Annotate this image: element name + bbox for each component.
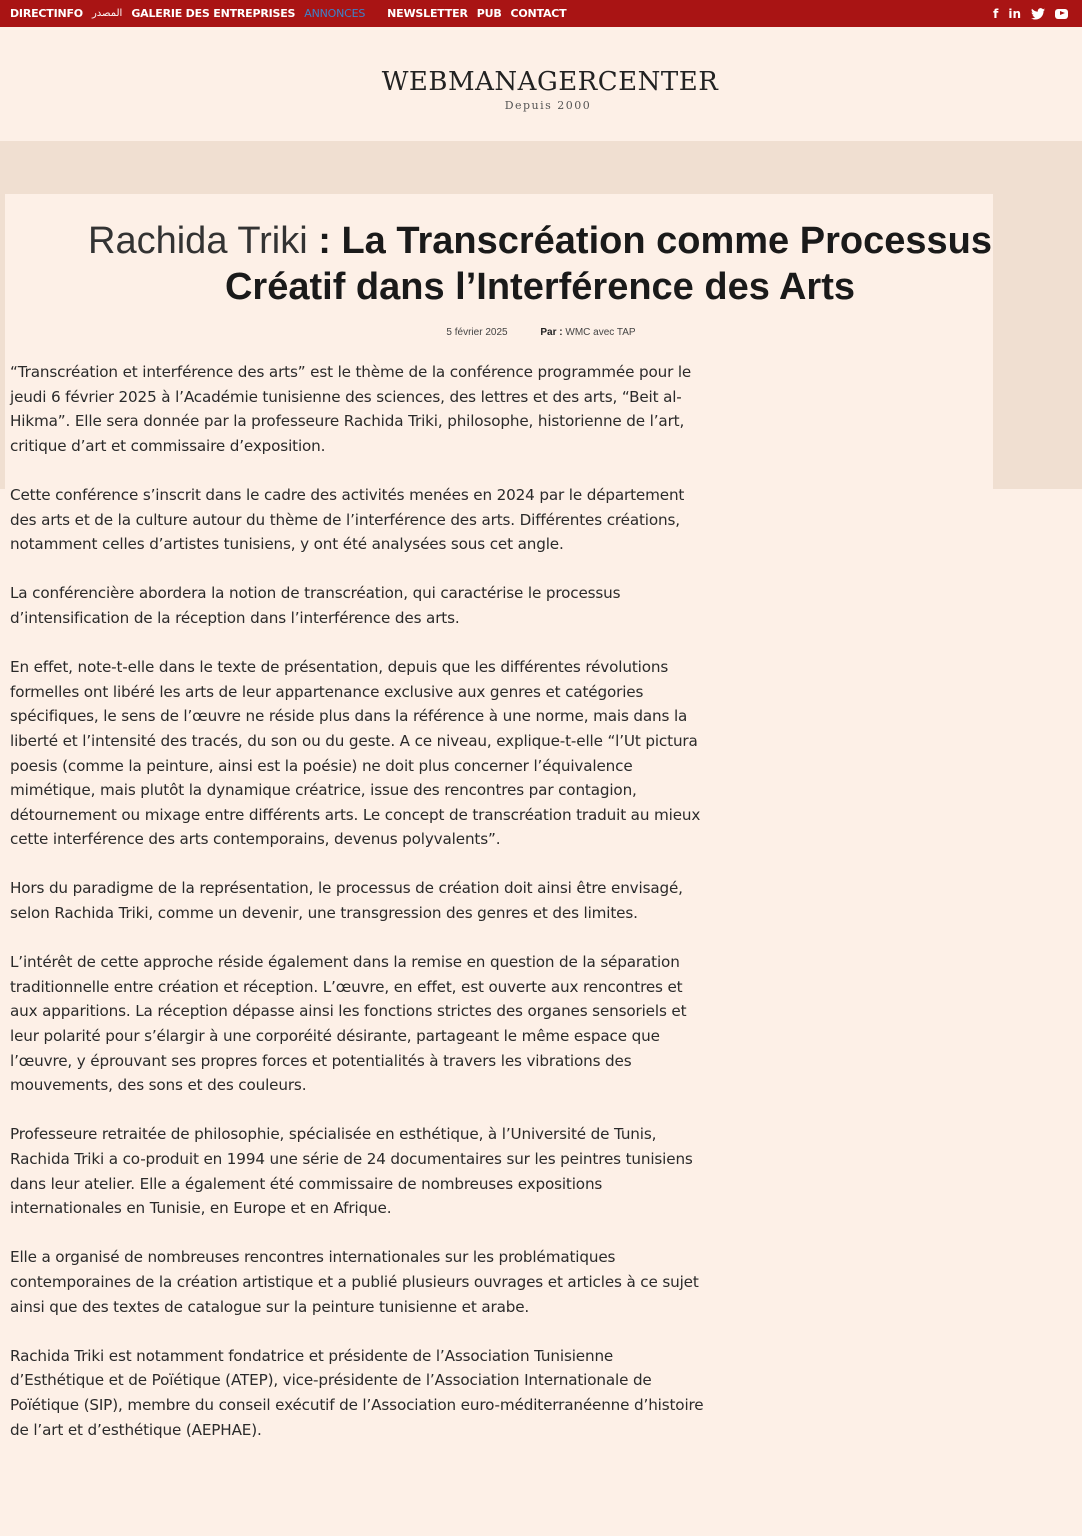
twitter-icon[interactable] [1031,8,1045,20]
nav-link-pub[interactable]: PUB [476,7,502,20]
site-logo[interactable]: WEBMANAGERCENTER [381,67,719,97]
facebook-icon[interactable]: f [993,6,999,21]
article-paragraph: En effet, note-t-elle dans le texte de présentation, depuis que les différentes révolutions formelles ont libéré les arts de leur appartenance exclusive aux genres et catégories spécifiques, le sens de l’œuvre ne réside plus dans la référence à une norme, mais dans la liberté et l’intensité des tracés, du son ou du geste. A ce niveau, explique-t-elle “l’Ut pictura poesis (comme la peinture, ainsi est la poésie) ne doit plus concerner l’équivalence mimétique, mais plutôt la dynamique créatrice, issue des rencontres par contagion, détournement ou mixage entre différents arts. Le concept de transcréation traduit au mieux cette interférence des arts contemporains, devenus polyvalents”. [10,658,701,849]
nav-link-directinfo[interactable]: DIRECTINFO [10,7,83,20]
nav-link-contact[interactable]: CONTACT [510,7,567,20]
title-separator: : [307,220,342,262]
article-paragraph: La conférencière abordera la notion de transcréation, qui caractérise le processus d’intensification de la réception dans l’interférence des arts. [10,584,621,627]
article-paragraph: Cette conférence s’inscrit dans le cadre des activités menées en 2024 par le département des arts et de la culture autour du thème de l’interférence des arts. Différentes créations, notamment celles d’artistes tunisiens, y ont été analysées sous cet angle. [10,485,685,554]
youtube-icon[interactable] [1055,9,1068,19]
article-paragraph: Hors du paradigme de la représentation, le processus de création doit ainsi être envisagé, selon Rachida Triki, comme un devenir, une transgression des genres et des limites. [10,879,683,923]
title-main: La Transcréation comme Processus Créatif dans l’Interférence des Arts [224,220,992,308]
article-date: 5 février 2025 [446,327,508,338]
top-navigation-bar [0,0,1082,27]
article-meta [0,327,1082,338]
article-title [30,218,1050,310]
title-author: Rachida Triki [88,220,308,262]
site-tagline: Depuis 2000 [504,99,592,112]
article-paragraph: L’intérêt de cette approche réside également dans la remise en question de la séparation traditionnelle entre création et réception. L’œuvre, en effet, est ouverte aux rencontres et aux apparitions. La réception dépasse ainsi les fonctions strictes des organes sensoriels et leur polarité pour s’élargir à une corporéité désirante, partageant le même espace que l’œuvre, y éprouvant ses propres forces et potentialités à travers les vibrations des mouvements, des sons et des couleurs. [10,953,687,1095]
nav-link-almasdar[interactable]: المصدر [91,8,123,19]
article-paragraph: Elle a organisé de nombreuses rencontres internationales sur les problématiques contemporaines de la création artistique et a publié plusieurs ouvrages et articles à ce sujet ainsi que des textes de catalogue sur la peinture tunisienne et arabe. [10,1248,699,1316]
twitter-bird-shape [1031,8,1045,20]
article-paragraph: Rachida Triki est notamment fondatrice et présidente de l’Association Tunisienne d’Esthétique et de Poïétique (ATEP), vice-présidente de l’Association Internationale de Poïétique (SIP), membre du conseil exécutif de l’Association euro-méditerranéenne d’histoire de l’art et d’esthétique (AEPHAE). [10,1346,704,1439]
byline-label: Par : [540,327,563,338]
linkedin-icon[interactable]: in [1008,6,1021,21]
nav-link-annonces[interactable]: ANNONCES [304,7,366,20]
nav-link-galerie[interactable]: GALERIE DES ENTREPRISES [131,7,296,20]
nav-link-newsletter[interactable]: NEWSLETTER [387,7,468,20]
article-paragraph: “Transcréation et interférence des arts” est le thème de la conférence programmée pour le jeudi 6 février 2025 à l’Académie tunisienne des sciences, des lettres et des arts, “Beit al-Hikma”. Elle sera donnée par la professeure Rachida Triki, philosophe, historienne de l’art, critique d’art et commissaire d’exposition. [10,363,692,455]
social-links [983,0,1068,27]
article-paragraph: Professeure retraitée de philosophie, spécialisée en esthétique, à l’Université de Tunis, Rachida Triki a co-produit en 1994 une série de 24 documentaires sur les peintres tunisiens dans leur atelier. Elle a également été commissaire de nombreuses expositions internationales en Tunisie, en Europe et en Afrique. [10,1125,693,1218]
article-body [10,360,710,1467]
site-header [0,27,1082,141]
main-nav [0,7,575,20]
byline-value: WMC avec TAP [565,327,636,338]
